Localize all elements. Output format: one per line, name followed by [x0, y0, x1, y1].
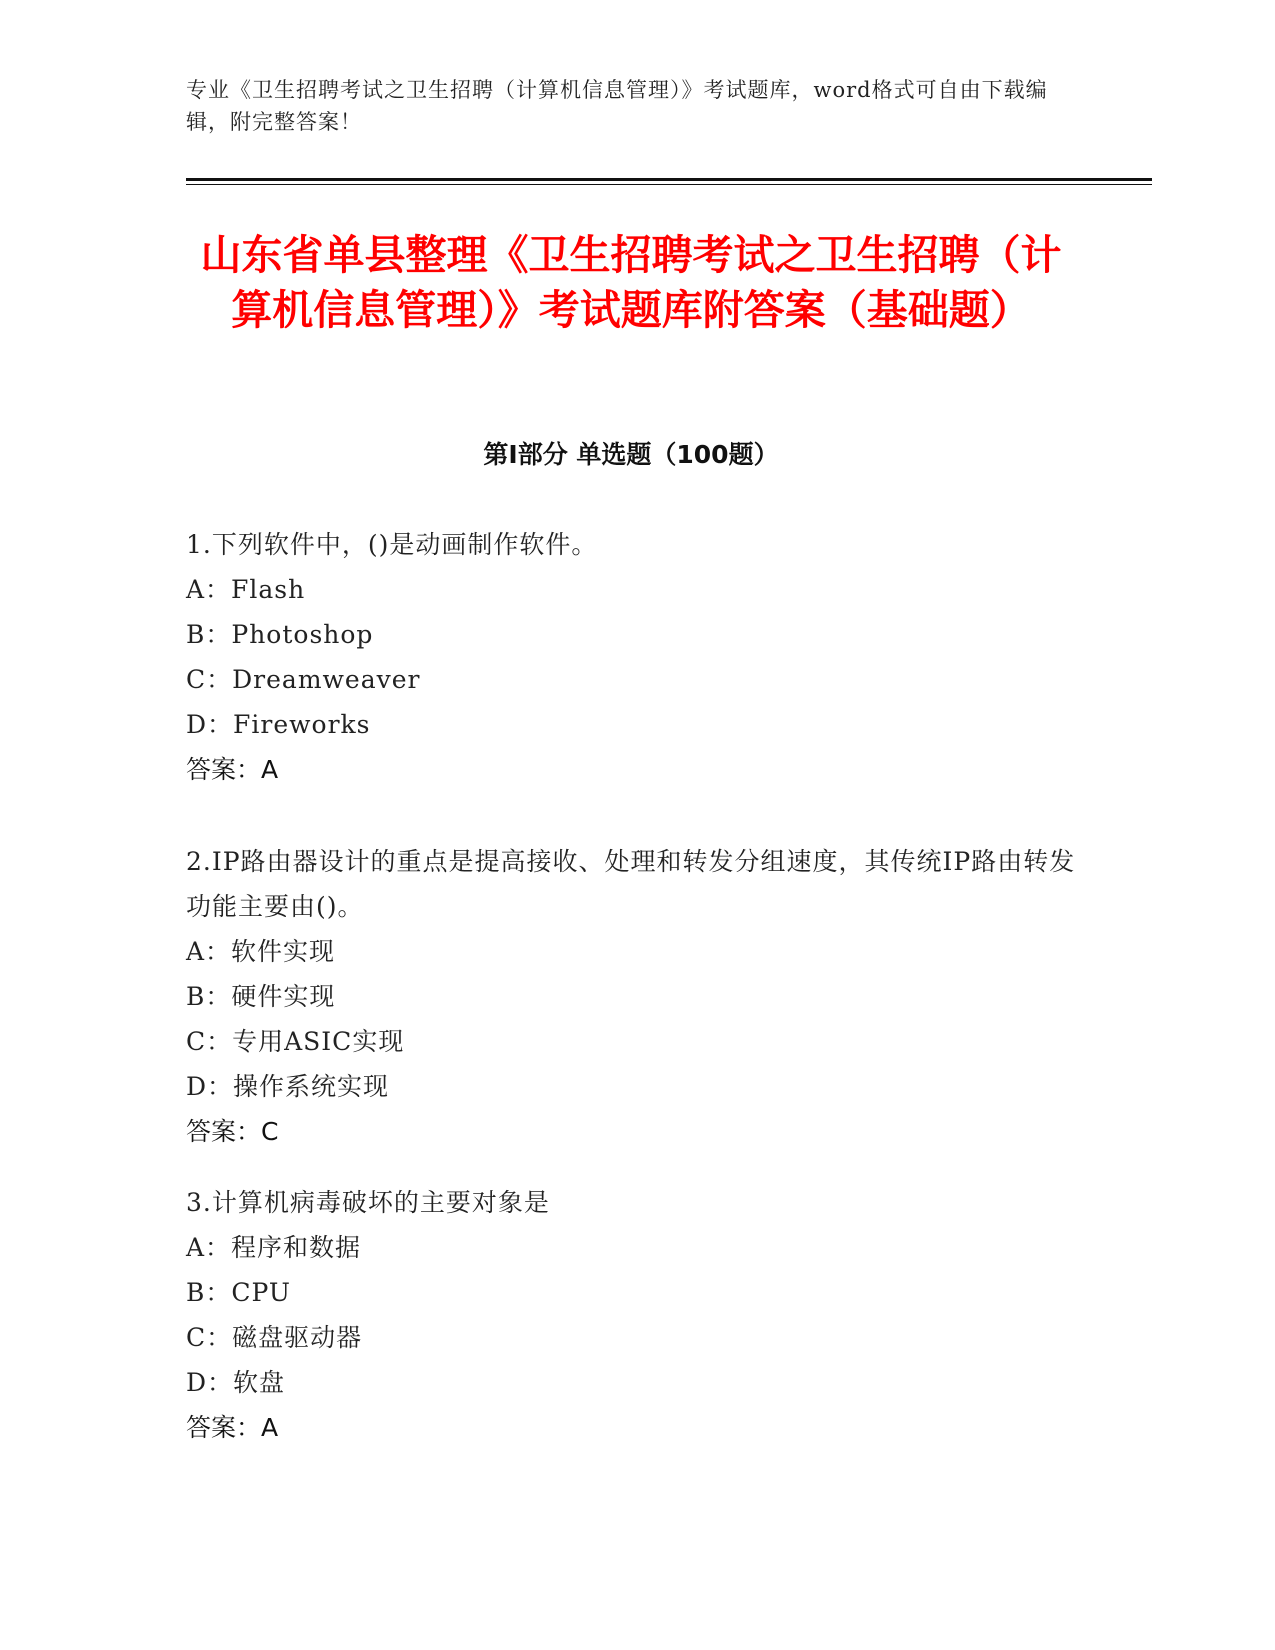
section-heading: 第Ⅰ部分 单选题（100题） — [483, 440, 779, 469]
option-c: C：磁盘驱动器 — [186, 1323, 363, 1352]
document-title: 山东省单县整理《卫生招聘考试之卫生招聘（计算机信息管理）》考试题库附答案（基础题） — [200, 231, 1062, 334]
option-c: C：Dreamweaver — [186, 665, 421, 694]
question-text: 1.下列软件中，()是动画制作软件。 — [186, 530, 598, 559]
question-2 — [186, 839, 1086, 1154]
option-a: A：程序和数据 — [186, 1233, 362, 1262]
option-d: D：Fireworks — [186, 710, 371, 739]
option-a: A：Flash — [186, 575, 306, 604]
option-b: B：CPU — [186, 1278, 291, 1307]
question-1 — [186, 522, 1086, 792]
option-b: B：硬件实现 — [186, 982, 336, 1011]
option-b: B：Photoshop — [186, 620, 374, 649]
header-note: 专业《卫生招聘考试之卫生招聘（计算机信息管理）》考试题库，word格式可自由下载编辑，附完整答案！ — [186, 78, 1048, 134]
option-c: C：专用ASIC实现 — [186, 1027, 405, 1056]
question-3 — [186, 1180, 1086, 1450]
answer-line: 答案：A — [186, 755, 279, 784]
question-text: 2.IP路由器设计的重点是提高接收、处理和转发分组速度，其传统IP路由转发功能主要由()。 — [186, 847, 1076, 921]
option-d: D：操作系统实现 — [186, 1072, 390, 1101]
option-a: A：软件实现 — [186, 937, 336, 966]
option-d: D：软盘 — [186, 1368, 286, 1397]
question-text: 3.计算机病毒破坏的主要对象是 — [186, 1188, 550, 1217]
answer-line: 答案：C — [186, 1117, 279, 1146]
header-rule-thin — [186, 184, 1152, 185]
header-rule-thick — [186, 178, 1152, 181]
answer-line: 答案：A — [186, 1413, 279, 1442]
